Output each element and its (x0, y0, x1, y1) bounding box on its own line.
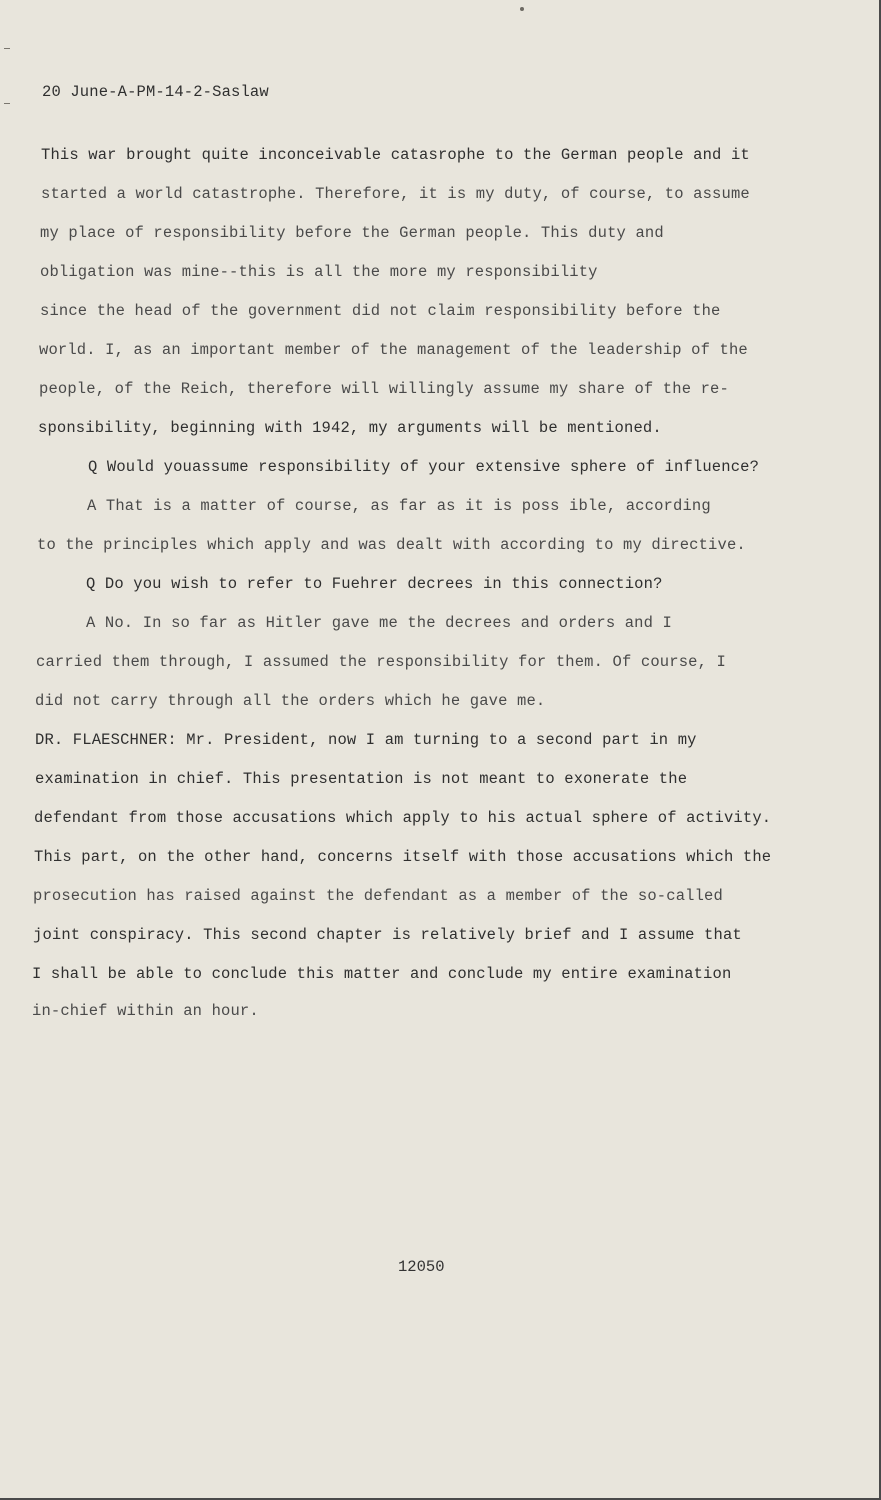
text-line: my place of responsibility before the German people. This duty and (40, 224, 664, 242)
question-line: Q Would youassume responsibility of your extensive sphere of influence? (88, 458, 760, 476)
text-line: carried them through, I assumed the responsibility for them. Of course, I (36, 653, 726, 671)
text-line: started a world catastrophe. Therefore, it is my duty, of course, to assume (41, 185, 750, 203)
text-line: This part, on the other hand, concerns itself with those accusations which the (34, 848, 772, 866)
page-number: 12050 (398, 1258, 445, 1276)
answer-line: A That is a matter of course, as far as it is poss ible, according (87, 497, 711, 515)
text-line: defendant from those accusations which apply to his actual sphere of activity. (34, 809, 772, 827)
text-line: in-chief within an hour. (32, 1002, 259, 1020)
text-line: examination in chief. This presentation is not meant to exonerate the (35, 770, 688, 788)
text-line: This war brought quite inconceivable catasrophe to the German people and it (41, 146, 750, 164)
punch-mark (520, 7, 524, 11)
speaker-line: DR. FLAESCHNER: Mr. President, now I am turning to a second part in my (35, 731, 697, 749)
document-header: 20 June-A-PM-14-2-Saslaw (42, 83, 269, 101)
text-line: joint conspiracy. This second chapter is relatively brief and I assume that (33, 926, 742, 944)
text-line: did not carry through all the orders which he gave me. (35, 692, 546, 710)
text-line: world. I, as an important member of the management of the leadership of the (39, 341, 748, 359)
edge-mark (4, 48, 10, 49)
text-line: people, of the Reich, therefore will willingly assume my share of the re- (39, 380, 729, 398)
text-line: I shall be able to conclude this matter and conclude my entire examination (32, 965, 732, 983)
edge-mark (4, 103, 10, 104)
text-line: to the principles which apply and was dealt with according to my directive. (37, 536, 746, 554)
text-line: prosecution has raised against the defendant as a member of the so-called (33, 887, 723, 905)
text-line: obligation was mine--this is all the more my responsibility (40, 263, 598, 281)
answer-line: A No. In so far as Hitler gave me the decrees and orders and I (86, 614, 672, 632)
text-line: sponsibility, beginning with 1942, my arguments will be mentioned. (38, 419, 662, 437)
text-line: since the head of the government did not claim responsibility before the (40, 302, 721, 320)
question-line: Q Do you wish to refer to Fuehrer decrees in this connection? (86, 575, 663, 593)
